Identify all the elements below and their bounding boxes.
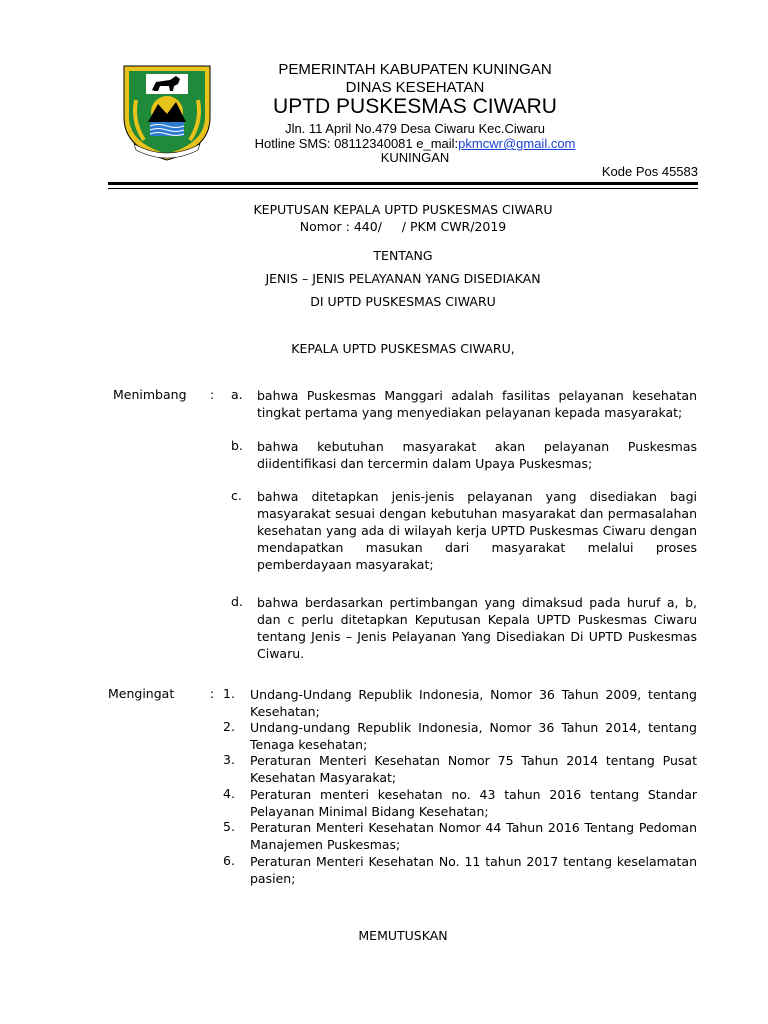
menimbang-label: Menimbang — [113, 387, 187, 402]
mengingat-mark-3: 3. — [223, 752, 235, 767]
mengingat-mark-1: 1. — [223, 686, 235, 701]
decree-subject-line2: DI UPTD PUSKESMAS CIWARU — [310, 294, 496, 309]
menimbang-item-c: bahwa ditetapkan jenis-jenis pelayanan yang disediakan bagi masyarakat sesuai dengan kebutuhan masyarakat dan permasalahan kesehatan yang ada di wilayah kerja UPTD Puskesmas Ciwaru dengan mendapatkan masukan dari masyarakat melalui proses pemberdayaan masyarakat; — [257, 489, 697, 572]
mengingat-item-2: Undang-undang Republik Indonesia, Nomor 36 Tahun 2014, tentang Tenaga kesehatan; — [250, 720, 697, 752]
menimbang-item-d: bahwa berdasarkan pertimbangan yang dimaksud pada huruf a, b, dan c perlu ditetapkan Keputusan Kepala UPTD Puskesmas Ciwaru tentang Jenis – Jenis Pelayanan Yang Disediakan Di UPTD Puskesmas Ciwaru. — [257, 595, 697, 661]
decree-number: Nomor : 440/ / PKM CWR/2019 — [299, 219, 507, 234]
mengingat-item-6: Peraturan Menteri Kesehatan No. 11 tahun 2017 tentang keselamatan pasien; — [250, 854, 697, 886]
memutuskan-heading: MEMUTUSKAN — [358, 928, 448, 943]
menimbang-item-b: bahwa kebutuhan masyarakat akan pelayanan Puskesmas diidentifikasi dan tercermin dalam Upaya Puskesmas; — [257, 439, 697, 471]
header-postal-code: Kode Pos 45583 — [601, 164, 698, 179]
mengingat-item-4: Peraturan menteri kesehatan no. 43 tahun 2016 tentang Standar Pelayanan Minimal Bidang Kesehatan; — [250, 787, 697, 819]
decree-title: KEPUTUSAN KEPALA UPTD PUSKESMAS CIWARU — [253, 202, 553, 217]
header-department: DINAS KESEHATAN — [345, 79, 485, 96]
mengingat-mark-6: 6. — [223, 853, 235, 868]
decree-tentang: TENTANG — [373, 248, 433, 263]
email-link[interactable]: pkmcwr@gmail.com — [458, 136, 576, 151]
header-puskesmas: UPTD PUSKESMAS CIWARU — [273, 95, 557, 118]
menimbang-mark-d: d. — [231, 594, 243, 609]
letterhead-divider-thick — [108, 182, 698, 185]
mengingat-mark-2: 2. — [223, 719, 235, 734]
letterhead-divider-thin — [108, 188, 698, 189]
header-address: Jln. 11 April No.479 Desa Ciwaru Kec.Ciwaru — [285, 121, 545, 136]
mengingat-mark-5: 5. — [223, 819, 235, 834]
menimbang-item-a: bahwa Puskesmas Manggari adalah fasilitas pelayanan kesehatan tingkat pertama yang menyediakan pelayanan kepada masyarakat; — [257, 388, 697, 420]
header-city: KUNINGAN — [380, 150, 450, 165]
header-hotline — [200, 136, 630, 151]
decree-subject-line1: JENIS – JENIS PELAYANAN YANG DISEDIAKAN — [265, 271, 541, 286]
hotline-text: Hotline SMS: 08112340081 e_mail: — [254, 136, 459, 151]
decree-head: KEPALA UPTD PUSKESMAS CIWARU, — [291, 341, 515, 356]
mengingat-item-3: Peraturan Menteri Kesehatan Nomor 75 Tahun 2014 tentang Pusat Kesehatan Masyarakat; — [250, 753, 697, 785]
mengingat-item-5: Peraturan Menteri Kesehatan Nomor 44 Tahun 2016 Tentang Pedoman Manajemen Puskesmas; — [250, 820, 697, 852]
menimbang-mark-a: a. — [231, 387, 243, 402]
mengingat-label: Mengingat — [108, 686, 175, 701]
header-government: PEMERINTAH KABUPATEN KUNINGAN — [278, 61, 552, 78]
mengingat-item-1: Undang-Undang Republik Indonesia, Nomor 36 Tahun 2009, tentang Kesehatan; — [250, 687, 697, 719]
mengingat-colon: : — [210, 686, 215, 701]
menimbang-mark-b: b. — [231, 438, 243, 453]
menimbang-mark-c: c. — [231, 488, 242, 503]
mengingat-mark-4: 4. — [223, 786, 235, 801]
menimbang-colon: : — [210, 387, 215, 402]
